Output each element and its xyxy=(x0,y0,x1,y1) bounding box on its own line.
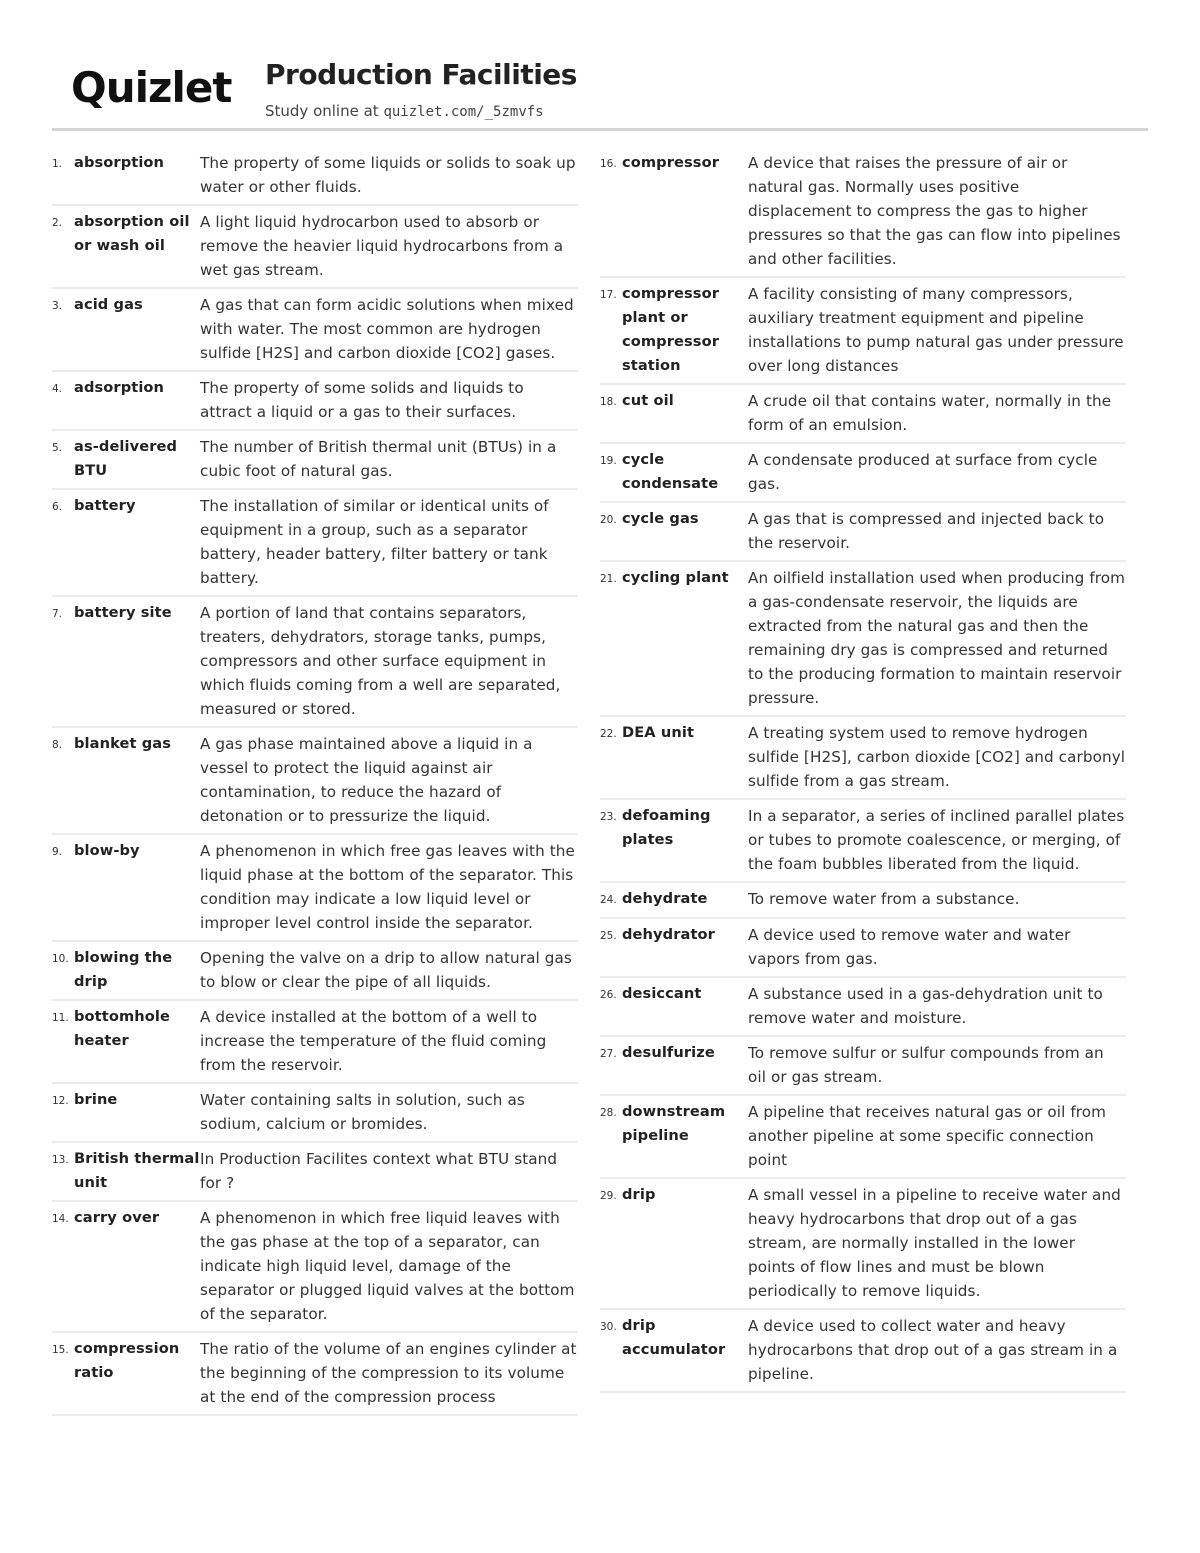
term-entry xyxy=(52,1202,578,1333)
term-definition: A phenomenon in which free liquid leaves with the gas phase at the top of a separator, can indicate high liquid level, damage of the separator or plugged liquid valves at the bottom of the separator. xyxy=(200,1209,575,1323)
term-definition: A portion of land that contains separators, treaters, dehydrators, storage tanks, pumps, compressors and other surface equipment in which fluids coming from a well are separated, measured or stored. xyxy=(200,604,561,718)
term-number: 7. xyxy=(52,608,63,620)
term-entry xyxy=(600,1179,1126,1310)
term-word: cycle condensate xyxy=(622,451,719,492)
term-entry xyxy=(52,289,578,372)
term-entry xyxy=(600,385,1126,444)
term-word: drip xyxy=(622,1186,656,1203)
term-definition: To remove water from a substance. xyxy=(748,890,1020,908)
term-number: 26. xyxy=(600,989,617,1001)
study-url-link[interactable]: quizlet.com/_5zmvfs xyxy=(383,104,544,120)
term-entry xyxy=(52,431,578,490)
term-entry xyxy=(600,562,1126,717)
term-number: 24. xyxy=(600,894,617,906)
term-definition: In Production Facilites context what BTU stand for ? xyxy=(200,1150,558,1192)
term-definition: A gas that is compressed and injected back to the reservoir. xyxy=(748,510,1105,552)
term-word: blanket gas xyxy=(74,735,172,752)
term-number: 14. xyxy=(52,1213,69,1225)
term-entry xyxy=(52,942,578,1001)
term-word: blowing the drip xyxy=(74,949,173,990)
term-entry xyxy=(600,1310,1126,1393)
term-definition: A phenomenon in which free gas leaves with the liquid phase at the bottom of the separator. This condition may indicate a low liquid level or improper level control inside the separator. xyxy=(200,842,575,932)
study-prefix: Study online at xyxy=(265,102,384,120)
term-word: cut oil xyxy=(622,392,674,409)
term-definition: A device installed at the bottom of a well to increase the temperature of the fluid coming from the reservoir. xyxy=(200,1008,547,1074)
term-word: defoaming plates xyxy=(622,807,711,848)
study-online-line xyxy=(265,102,544,120)
term-word: battery site xyxy=(74,604,172,621)
term-entry xyxy=(600,1037,1126,1096)
term-definition: A crude oil that contains water, normally in the form of an emulsion. xyxy=(748,392,1112,434)
term-number: 1. xyxy=(52,158,63,170)
term-entry xyxy=(52,597,578,728)
term-word: compression ratio xyxy=(74,1340,180,1381)
term-entry xyxy=(52,1143,578,1202)
term-number: 17. xyxy=(600,289,617,301)
term-entry xyxy=(52,1333,578,1416)
term-number: 27. xyxy=(600,1048,617,1060)
term-number: 25. xyxy=(600,930,617,942)
term-entry xyxy=(600,919,1126,978)
term-definition: The property of some liquids or solids to soak up water or other fluids. xyxy=(200,154,576,196)
term-word: as-delivered BTU xyxy=(74,438,178,479)
term-definition: A facility consisting of many compressors, auxiliary treatment equipment and pipeline installations to pump natural gas under pressure over long distances xyxy=(748,285,1124,375)
term-word: blow-by xyxy=(74,842,140,859)
term-number: 19. xyxy=(600,455,617,467)
term-number: 18. xyxy=(600,396,617,408)
term-number: 10. xyxy=(52,953,69,965)
term-number: 20. xyxy=(600,514,617,526)
term-word: bottomhole heater xyxy=(74,1008,170,1049)
term-word: absorption xyxy=(74,154,165,171)
term-entry xyxy=(52,728,578,835)
term-list-left xyxy=(52,147,578,1416)
term-entry xyxy=(600,147,1126,278)
term-number: 22. xyxy=(600,728,617,740)
term-definition: The installation of similar or identical units of equipment in a group, such as a separator battery, header battery, filter battery or tank battery. xyxy=(200,497,549,587)
term-word: cycle gas xyxy=(622,510,699,527)
term-number: 12. xyxy=(52,1095,69,1107)
term-word: cycling plant xyxy=(622,569,729,586)
term-word: compressor xyxy=(622,154,720,171)
term-definition: A condensate produced at surface from cycle gas. xyxy=(748,451,1098,493)
term-entry xyxy=(52,1084,578,1143)
quizlet-logo[interactable]: Quizlet xyxy=(71,63,232,112)
term-word: desiccant xyxy=(622,985,702,1002)
term-number: 23. xyxy=(600,811,617,823)
term-number: 9. xyxy=(52,846,63,858)
term-entry xyxy=(600,883,1126,919)
term-definition: A gas phase maintained above a liquid in a vessel to protect the liquid against air contamination, to reduce the hazard of detonation or to pressurize the liquid. xyxy=(200,735,533,825)
term-number: 2. xyxy=(52,217,63,229)
term-entry xyxy=(52,147,578,206)
term-definition: A device that raises the pressure of air or natural gas. Normally uses positive displacement to compress the gas to higher pressures so that the gas can flow into pipelines and other facilities. xyxy=(748,154,1121,268)
term-definition: Water containing salts in solution, such as sodium, calcium or bromides. xyxy=(200,1091,525,1133)
term-word: carry over xyxy=(74,1209,160,1226)
term-word: compressor plant or compressor station xyxy=(622,285,720,374)
term-definition: A treating system used to remove hydrogen sulfide [H2S], carbon dioxide [CO2] and carbonyl sulfide from a gas stream. xyxy=(748,724,1126,790)
term-entry xyxy=(600,503,1126,562)
term-entry xyxy=(52,835,578,942)
term-definition: A small vessel in a pipeline to receive water and heavy hydrocarbons that drop out of a gas stream, are normally installed in the lower points of flow lines and must be blown periodically to remove liquids. xyxy=(748,1186,1121,1300)
term-number: 5. xyxy=(52,442,63,454)
term-entry xyxy=(600,978,1126,1037)
term-number: 11. xyxy=(52,1012,69,1024)
term-entry xyxy=(600,278,1126,385)
term-entry xyxy=(52,206,578,289)
term-definition: A device used to collect water and heavy hydrocarbons that drop out of a gas stream in a pipeline. xyxy=(748,1317,1118,1383)
term-definition: A pipeline that receives natural gas or oil from another pipeline at some specific connection point xyxy=(748,1103,1107,1169)
term-definition: An oilfield installation used when producing from a gas-condensate reservoir, the liquids are extracted from the natural gas and then the remaining dry gas is compressed and returned to the producing formation to maintain reservoir pressure. xyxy=(748,569,1126,707)
term-number: 8. xyxy=(52,739,63,751)
term-word: adsorption xyxy=(74,379,165,396)
term-entry xyxy=(600,717,1126,800)
term-word: British thermal unit xyxy=(74,1150,200,1191)
term-word: DEA unit xyxy=(622,724,695,741)
term-definition: The number of British thermal unit (BTUs) in a cubic foot of natural gas. xyxy=(200,438,557,480)
term-word: downstream pipeline xyxy=(622,1103,726,1144)
term-definition: A light liquid hydrocarbon used to absorb or remove the heavier liquid hydrocarbons from a wet gas stream. xyxy=(200,213,564,279)
term-definition: A gas that can form acidic solutions when mixed with water. The most common are hydrogen sulfide [H2S] and carbon dioxide [CO2] gases. xyxy=(200,296,574,362)
header-divider xyxy=(52,128,1148,131)
term-entry xyxy=(600,1096,1126,1179)
term-word: brine xyxy=(74,1091,118,1108)
term-word: absorption oil or wash oil xyxy=(74,213,190,254)
term-number: 13. xyxy=(52,1154,69,1166)
page-header xyxy=(0,0,1200,140)
term-number: 21. xyxy=(600,573,617,585)
term-word: battery xyxy=(74,497,136,514)
term-number: 28. xyxy=(600,1107,617,1119)
term-entry xyxy=(52,1001,578,1084)
term-definition: A device used to remove water and water vapors from gas. xyxy=(748,926,1071,968)
term-number: 29. xyxy=(600,1190,617,1202)
term-definition: The ratio of the volume of an engines cylinder at the beginning of the compression to its volume at the end of the compression process xyxy=(200,1340,577,1406)
term-definition: The property of some solids and liquids to attract a liquid or a gas to their surfaces. xyxy=(200,379,524,421)
term-number: 4. xyxy=(52,383,63,395)
term-number: 30. xyxy=(600,1321,617,1333)
term-entry xyxy=(52,372,578,431)
term-number: 6. xyxy=(52,501,63,513)
term-definition: A substance used in a gas-dehydration unit to remove water and moisture. xyxy=(748,985,1103,1027)
term-number: 15. xyxy=(52,1344,69,1356)
term-number: 16. xyxy=(600,158,617,170)
term-entry xyxy=(600,444,1126,503)
term-definition: In a separator, a series of inclined parallel plates or tubes to promote coalescence, or merging, of the foam bubbles liberated from the liquid. xyxy=(748,807,1125,873)
term-word: dehydrator xyxy=(622,926,715,943)
page-title: Production Facilities xyxy=(265,58,577,91)
term-definition: To remove sulfur or sulfur compounds from an oil or gas stream. xyxy=(748,1044,1104,1086)
term-word: acid gas xyxy=(74,296,143,313)
term-entry xyxy=(52,490,578,597)
term-word: dehydrate xyxy=(622,890,708,907)
term-definition: Opening the valve on a drip to allow natural gas to blow or clear the pipe of all liquids. xyxy=(200,949,572,991)
term-word: drip accumulator xyxy=(622,1317,726,1358)
term-list-right xyxy=(600,147,1126,1393)
term-number: 3. xyxy=(52,300,63,312)
term-entry xyxy=(600,800,1126,883)
term-word: desulfurize xyxy=(622,1044,715,1061)
